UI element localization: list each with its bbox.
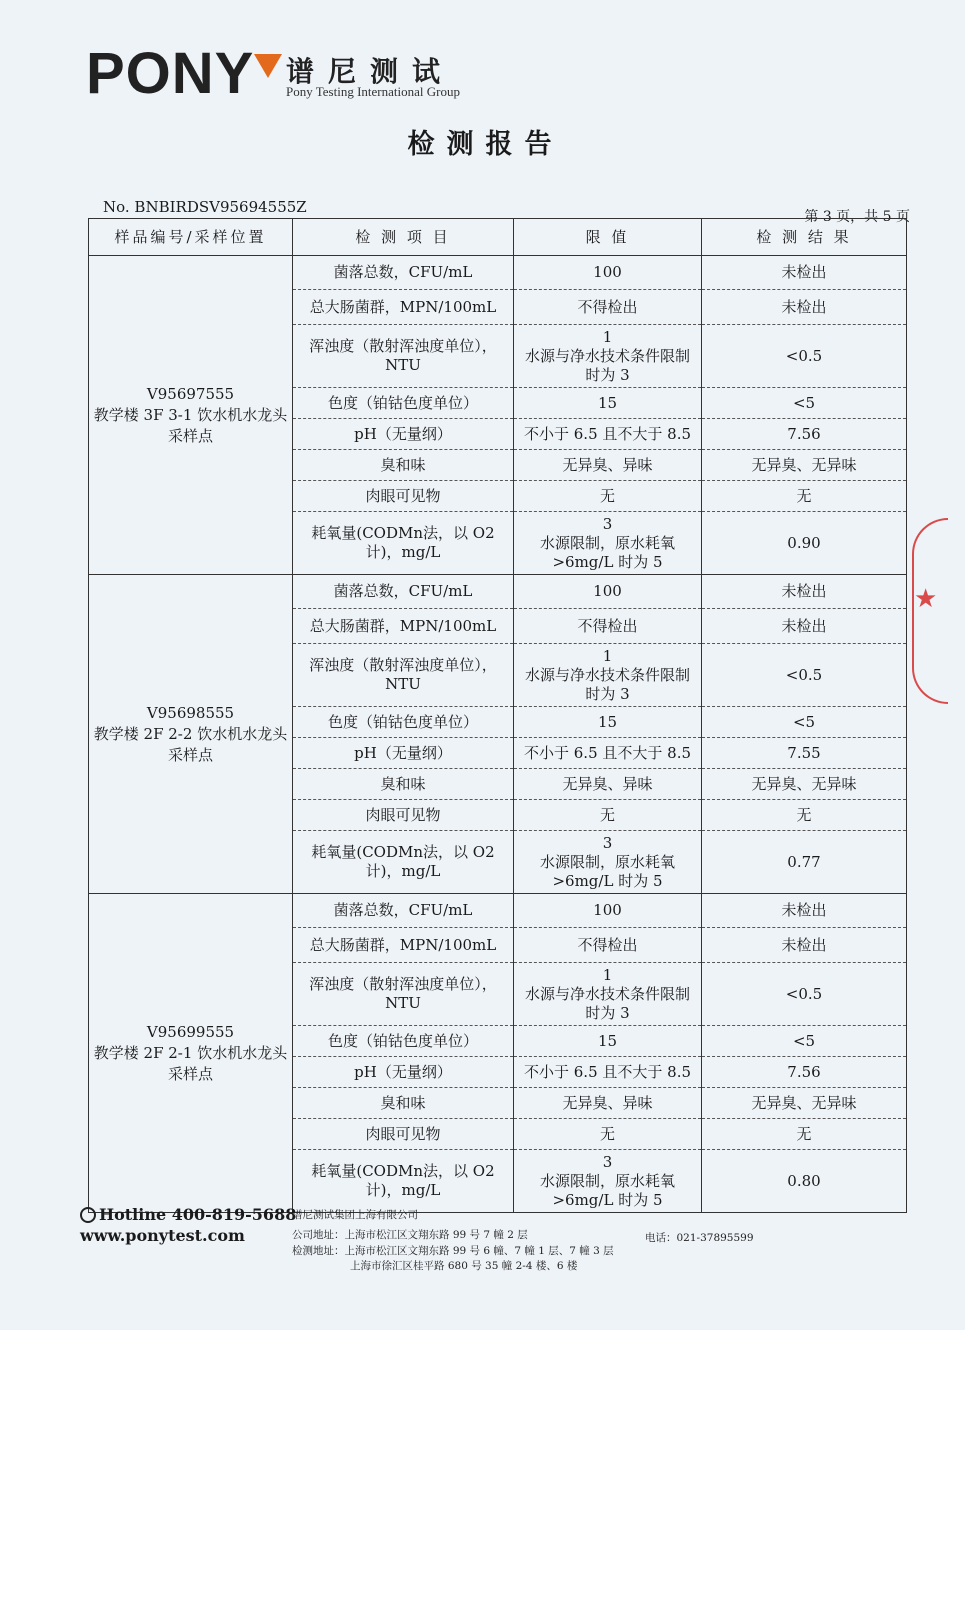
test-item: 总大肠菌群，MPN/100mL (293, 290, 514, 325)
page-title: 检测报告 (407, 129, 564, 160)
test-result: 无 (702, 800, 907, 831)
test-result: 7.56 (702, 419, 907, 450)
limit-value: 不小于 6.5 且不大于 8.5 (514, 419, 702, 450)
table-header-row (89, 219, 907, 256)
test-item: 耗氧量(CODMn法，以 O2计)，mg/L (293, 512, 514, 575)
report-number: No. BNBIRDSV95694555Z (103, 198, 307, 216)
limit-value: 不得检出 (514, 290, 702, 325)
column-header: 检 测 项 目 (293, 219, 514, 256)
test-item: 耗氧量(CODMn法，以 O2计)，mg/L (293, 1150, 514, 1213)
brand-en: Pony Testing International Group (286, 84, 460, 99)
test-result: <5 (702, 388, 907, 419)
hotline-text: Hotline 400-819-5688 (99, 1205, 297, 1224)
limit-value: 不小于 6.5 且不大于 8.5 (514, 738, 702, 769)
column-header: 样品编号/采样位置 (89, 219, 293, 256)
test-result: <5 (702, 1026, 907, 1057)
limit-value: 3 水源限制，原水耗氧>6mg/L 时为 5 (514, 831, 702, 894)
test-result: 无异臭、无异味 (702, 450, 907, 481)
limit-value: 100 (514, 894, 702, 928)
test-item: 浑浊度（散射浑浊度单位），NTU (293, 963, 514, 1026)
phone-icon (80, 1207, 96, 1223)
company-name: 谱尼测试集团上海有限公司 (292, 1209, 418, 1221)
column-header: 限 值 (514, 219, 702, 256)
test-item: 肉眼可见物 (293, 800, 514, 831)
website: www.ponytest.com (80, 1226, 245, 1245)
test-result: <5 (702, 707, 907, 738)
test-item: 浑浊度（散射浑浊度单位），NTU (293, 644, 514, 707)
test-result: 0.77 (702, 831, 907, 894)
lab-address-2: 上海市徐汇区桂平路 680 号 35 幢 2-4 楼、6 楼 (350, 1260, 578, 1272)
seal-star-icon: ★ (914, 584, 938, 614)
test-result: 未检出 (702, 290, 907, 325)
test-result: 未检出 (702, 575, 907, 609)
company-address: 公司地址：上海市松江区文翔东路 99 号 7 幢 2 层 (292, 1229, 528, 1241)
sample-id-location: V95699555 教学楼 2F 2-1 饮水机水龙头采样点 (89, 894, 293, 1213)
limit-value: 3 水源限制，原水耗氧>6mg/L 时为 5 (514, 512, 702, 575)
test-result: 无异臭、无异味 (702, 769, 907, 800)
test-result: 未检出 (702, 256, 907, 290)
test-result: 无 (702, 481, 907, 512)
test-result: <0.5 (702, 963, 907, 1026)
results-body (89, 256, 907, 1213)
lab-address-1: 检测地址：上海市松江区文翔东路 99 号 6 幢、7 幢 1 层、7 幢 3 层 (292, 1245, 614, 1257)
limit-value: 100 (514, 575, 702, 609)
test-item: 臭和味 (293, 1088, 514, 1119)
test-result: <0.5 (702, 644, 907, 707)
test-item: 总大肠菌群，MPN/100mL (293, 609, 514, 644)
limit-value: 不得检出 (514, 928, 702, 963)
test-result: 未检出 (702, 894, 907, 928)
table-row (89, 256, 907, 290)
test-item: 菌落总数，CFU/mL (293, 256, 514, 290)
test-result: 无 (702, 1119, 907, 1150)
test-item: pH（无量纲） (293, 1057, 514, 1088)
limit-value: 1 水源与净水技术条件限制时为 3 (514, 644, 702, 707)
test-result: 未检出 (702, 928, 907, 963)
test-result: 7.56 (702, 1057, 907, 1088)
limit-value: 无 (514, 1119, 702, 1150)
logo-chevron-icon (254, 54, 282, 78)
test-item: pH（无量纲） (293, 419, 514, 450)
test-item: 臭和味 (293, 450, 514, 481)
test-result: 7.55 (702, 738, 907, 769)
limit-value: 3 水源限制，原水耗氧>6mg/L 时为 5 (514, 1150, 702, 1213)
sample-id-location: V95698555 教学楼 2F 2-2 饮水机水龙头采样点 (89, 575, 293, 894)
table-row (89, 894, 907, 928)
test-item: 耗氧量(CODMn法，以 O2计)，mg/L (293, 831, 514, 894)
test-item: pH（无量纲） (293, 738, 514, 769)
test-result: <0.5 (702, 325, 907, 388)
test-item: 臭和味 (293, 769, 514, 800)
test-item: 总大肠菌群，MPN/100mL (293, 928, 514, 963)
table-row (89, 575, 907, 609)
logo-text: PONY (86, 41, 255, 106)
limit-value: 无异臭、异味 (514, 1088, 702, 1119)
test-item: 色度（铂钴色度单位） (293, 707, 514, 738)
test-item: 浑浊度（散射浑浊度单位），NTU (293, 325, 514, 388)
test-result: 未检出 (702, 609, 907, 644)
limit-value: 1 水源与净水技术条件限制时为 3 (514, 963, 702, 1026)
brand-cn: 谱尼测试 (286, 55, 455, 88)
company-phone: 电话：021-37895599 (645, 1232, 754, 1244)
column-header: 检 测 结 果 (702, 219, 907, 256)
test-item: 菌落总数，CFU/mL (293, 894, 514, 928)
limit-value: 无 (514, 481, 702, 512)
limit-value: 1 水源与净水技术条件限制时为 3 (514, 325, 702, 388)
test-item: 肉眼可见物 (293, 481, 514, 512)
limit-value: 无 (514, 800, 702, 831)
test-item: 色度（铂钴色度单位） (293, 1026, 514, 1057)
results-table (88, 218, 907, 1213)
test-result: 0.90 (702, 512, 907, 575)
limit-value: 无异臭、异味 (514, 450, 702, 481)
limit-value: 不得检出 (514, 609, 702, 644)
limit-value: 无异臭、异味 (514, 769, 702, 800)
test-item: 色度（铂钴色度单位） (293, 388, 514, 419)
limit-value: 100 (514, 256, 702, 290)
limit-value: 15 (514, 388, 702, 419)
hotline (80, 1204, 296, 1224)
limit-value: 15 (514, 707, 702, 738)
limit-value: 不小于 6.5 且不大于 8.5 (514, 1057, 702, 1088)
test-result: 0.80 (702, 1150, 907, 1213)
test-result: 无异臭、无异味 (702, 1088, 907, 1119)
page-info: 第 3 页，共 5 页 (804, 209, 910, 225)
test-item: 肉眼可见物 (293, 1119, 514, 1150)
test-item: 菌落总数，CFU/mL (293, 575, 514, 609)
sample-id-location: V95697555 教学楼 3F 3-1 饮水机水龙头采样点 (89, 256, 293, 575)
limit-value: 15 (514, 1026, 702, 1057)
